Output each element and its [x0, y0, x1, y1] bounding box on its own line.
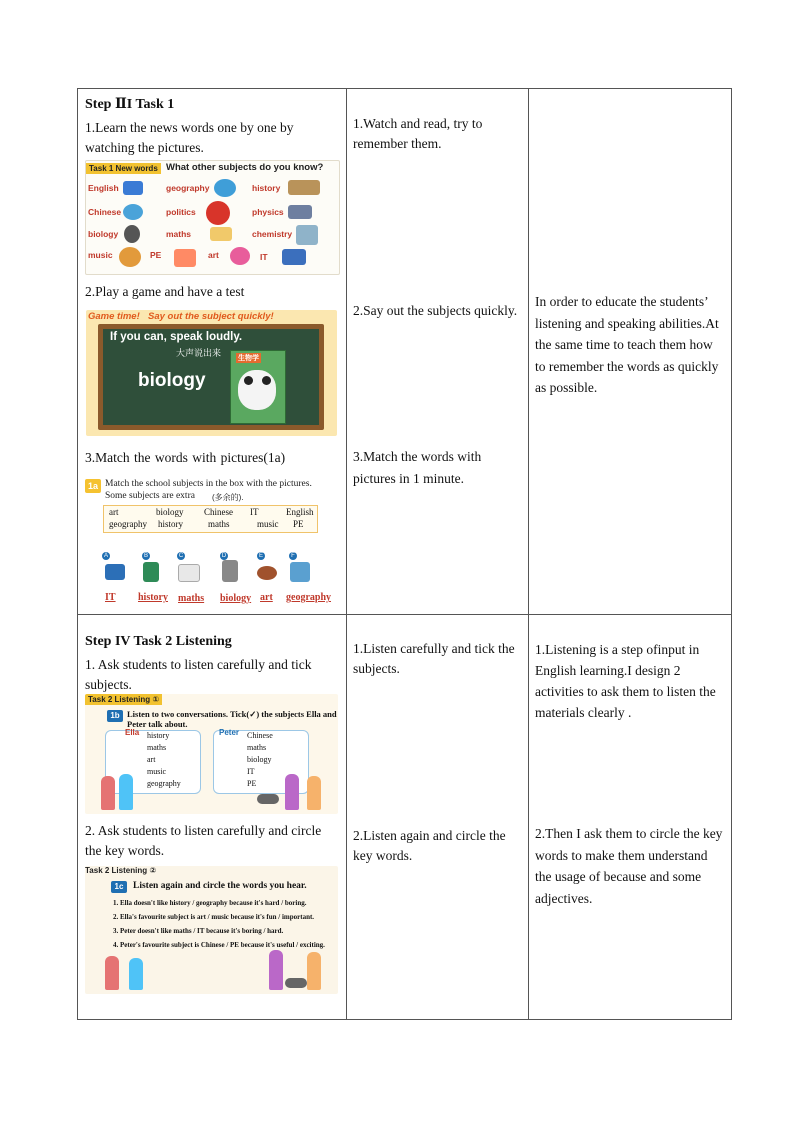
subject-word: politics — [166, 207, 196, 217]
subject-word: biology — [88, 229, 119, 239]
subject-word: geography — [166, 183, 210, 193]
chalkboard-line-1: If you can, speak loudly. — [110, 331, 243, 343]
box-word: Chinese — [204, 507, 233, 517]
new-words-card — [85, 160, 340, 275]
listening-1b-card — [85, 694, 338, 814]
computer-icon — [282, 249, 306, 265]
panda-ear — [262, 376, 271, 385]
step-4-heading: Step IV Task 2 Listening — [85, 634, 232, 649]
ella-item: music — [147, 767, 167, 776]
listening-2-instruction: Listen again and circle the words you hear. — [133, 881, 307, 891]
answer: IT — [105, 592, 116, 603]
chinese-icon — [123, 204, 143, 220]
peter-item: biology — [247, 755, 272, 764]
listening-1-instruction: Listen to two conversations. Tick(✓) the subjects Ella and Peter talk about. — [127, 709, 337, 729]
box-word: PE — [293, 519, 304, 529]
subject-word: English — [88, 183, 119, 193]
answer: geography — [286, 592, 331, 603]
picture-letter: A — [103, 553, 108, 559]
game-time-banner: Game time! — [88, 311, 140, 322]
politics-icon — [206, 201, 230, 225]
panda-ear — [244, 376, 253, 385]
exercise-badge-1b: 1b — [107, 710, 123, 722]
chalkboard-word: biology — [138, 370, 206, 391]
step-3-item-1: 1.Learn the news words one by one by watching the pictures. — [85, 120, 294, 155]
picture-letter: E — [258, 553, 263, 559]
ella-item: maths — [147, 743, 167, 752]
music-icon — [119, 247, 141, 267]
student-figure — [101, 776, 115, 810]
subject-word: history — [252, 183, 281, 193]
box-word: geography — [109, 519, 147, 529]
answer: maths — [178, 593, 205, 604]
match-instruction-2-cn: (多余的). — [212, 493, 244, 502]
subject-word: maths — [166, 229, 192, 239]
listening-sentence: 4. Peter's favourite subject is Chinese / PE because it's useful / exciting. — [113, 941, 325, 949]
box-word: English — [286, 507, 314, 517]
computer-picture — [105, 564, 125, 580]
peter-label: Peter — [219, 728, 240, 737]
answer: biology — [220, 593, 252, 604]
match-instruction-1: Match the school subjects in the box with the pictures. — [105, 479, 312, 489]
palette-picture — [257, 566, 277, 580]
exercise-badge-1c: 1c — [111, 881, 127, 893]
box-word: art — [109, 507, 119, 517]
subject-word: art — [208, 250, 219, 260]
new-words-question: What other subjects do you know? — [166, 162, 324, 173]
column-divider-1 — [346, 89, 347, 1019]
ella-item: geography — [147, 779, 181, 788]
student-activity-1: 1.Watch and read, try to remember them. — [353, 116, 483, 151]
picture-letter: B — [143, 553, 148, 559]
box-word: history — [158, 519, 184, 529]
step-3-heading: Step ⅡI Task 1 — [85, 97, 175, 112]
match-exercise-card — [85, 476, 339, 608]
student-figure — [269, 950, 283, 990]
exercise-badge-1a: 1a — [85, 479, 101, 493]
game-time-card — [86, 310, 337, 436]
audio-player-icon[interactable] — [285, 978, 307, 988]
subject-word: PE — [150, 250, 162, 260]
english-book-icon — [123, 181, 143, 195]
listening-1-banner: Task 2 Listening ① — [85, 694, 162, 705]
peter-item: Chinese — [247, 731, 273, 740]
student-figure — [285, 774, 299, 810]
step-3-item-2: 2.Play a game and have a test — [85, 284, 245, 299]
peter-item: maths — [247, 743, 267, 752]
picture-letter: F — [289, 552, 297, 560]
listening-sentence: 3. Peter doesn't like maths / IT because it's boring / hard. — [113, 927, 284, 935]
subject-word: IT — [260, 252, 268, 262]
purpose-text-1: In order to educate the students’ listening and speaking abilities.At the same time to teach them how to remember the words as quickly as possible. — [535, 294, 719, 395]
ella-item: history — [147, 731, 170, 740]
ella-label: Ella — [125, 728, 140, 737]
picture-letter: D — [221, 553, 227, 559]
student-figure — [105, 956, 119, 990]
subject-word: physics — [252, 207, 284, 217]
audio-player-icon[interactable] — [257, 794, 279, 804]
art-palette-icon — [230, 247, 250, 265]
subject-word: Chinese — [88, 207, 122, 217]
microscope-icon — [124, 225, 140, 243]
student-figure — [129, 958, 143, 990]
match-instruction-2: Some subjects are extra — [105, 491, 195, 501]
student-figure — [307, 952, 321, 990]
peter-item: IT — [247, 767, 255, 776]
row-divider — [78, 614, 731, 615]
step-4-item-2: 2. Ask students to listen carefully and circle the key words. — [85, 823, 322, 858]
ella-item: art — [147, 755, 156, 764]
map-picture — [290, 562, 310, 582]
chemistry-icon — [296, 225, 318, 245]
student-activity-4: 1.Listen carefully and tick the subjects. — [353, 641, 515, 676]
peter-item: PE — [247, 779, 257, 788]
chalkboard — [103, 329, 319, 425]
subject-word: chemistry — [252, 229, 293, 239]
student-figure — [119, 774, 133, 810]
student-figure — [307, 776, 321, 810]
listening-1c-card — [85, 866, 338, 994]
picture-letter: C — [178, 553, 184, 559]
globe-icon — [214, 179, 236, 197]
student-activity-2: 2.Say out the subjects quickly. — [353, 303, 518, 318]
listening-sentence: 2. Ella's favourite subject is art / music because it's fun / important. — [113, 913, 315, 921]
step-4-item-1: 1. Ask students to listen carefully and tick subjects. — [85, 657, 312, 692]
student-activity-5: 2.Listen again and circle the key words. — [353, 828, 506, 863]
subject-word: music — [88, 250, 113, 260]
physics-icon — [288, 205, 312, 219]
listening-sentence: 1. Ella doesn't like history / geography because it's hard / boring. — [113, 899, 307, 907]
new-words-banner: Task 1 New words — [86, 163, 161, 174]
game-time-prompt: Say out the subject quickly! — [148, 311, 274, 322]
history-scroll-icon — [288, 180, 320, 195]
box-word: music — [257, 519, 279, 529]
chalkboard-line-2: 大声说出来 — [176, 348, 222, 358]
column-divider-2 — [528, 89, 529, 1019]
box-word: biology — [156, 507, 184, 517]
microscope-picture — [222, 560, 238, 582]
listening-2-banner: Task 2 Listening ② — [85, 866, 157, 875]
answer: art — [260, 592, 273, 603]
history-picture — [143, 562, 159, 582]
maths-picture — [178, 564, 200, 582]
pe-icon — [174, 249, 196, 267]
panda-picture — [238, 370, 276, 410]
step-3-item-3: 3.Match the words with pictures(1a) — [85, 450, 286, 465]
purpose-text-2: 1.Listening is a step ofinput in English learning.I design 2 activities to ask them to listen the materials clearly . — [535, 642, 716, 720]
box-word: maths — [208, 519, 230, 529]
student-activity-3: 3.Match the words with pictures in 1 minute. — [353, 449, 482, 486]
biology-book-title: 生物学 — [238, 355, 259, 362]
box-word: IT — [250, 507, 259, 517]
maths-icon — [210, 227, 232, 241]
answer: history — [138, 592, 168, 603]
purpose-text-3: 2.Then I ask them to circle the key words to make them understand the usage of because and some adjectives. — [535, 826, 723, 906]
